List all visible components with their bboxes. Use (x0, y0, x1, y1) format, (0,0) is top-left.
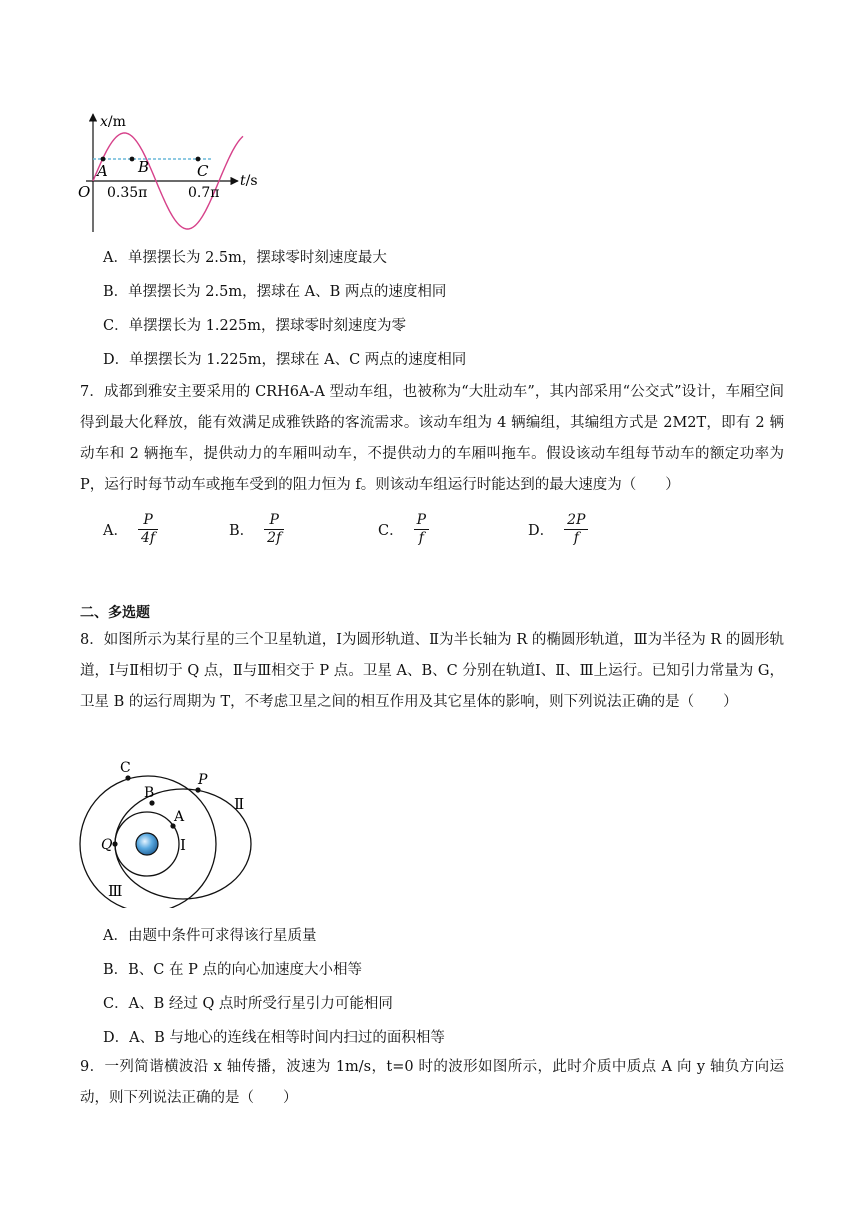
label-orbit-iii: Ⅲ (108, 882, 123, 900)
q7-option-b[interactable] (229, 512, 284, 547)
point-a-dot (101, 157, 106, 162)
satellite-c-dot (125, 775, 130, 780)
label-a: A (174, 809, 185, 825)
section-title-multiple-choice: 二、多选题 (80, 605, 150, 621)
q7-option-c[interactable] (378, 512, 429, 547)
label-q: Q (101, 837, 113, 853)
point-q-dot (112, 841, 117, 846)
q8-option-b[interactable]: B．B、C 在 P 点的向心加速度大小相等 (103, 962, 362, 978)
q6-option-a[interactable]: A．单摆摆长为 2.5m，摆球零时刻速度最大 (103, 250, 387, 266)
orbit-diagram (74, 758, 264, 908)
label-orbit-ii: Ⅱ (234, 795, 245, 813)
q8-option-c[interactable]: C．A、B 经过 Q 点时所受行星引力可能相同 (103, 996, 393, 1012)
question-9-text: 9．一列简谐横波沿 x 轴传播，波速为 1m/s，t=0 时的波形如图所示，此时介质中质点 A 向 y 轴负方向运动，则下列说法正确的是（ ） (80, 1059, 784, 1106)
question-7-text: 7．成都到雅安主要采用的 CRH6A-A 型动车组，也被称为“大肚动车”，其内部采用“公交式”设计，车厢空间得到最大化释放，能有效满足成雅铁路的客流需求。该动车组为 4 辆编组，其编组方式是 2M2T，即有 2 辆动车和 2 辆拖车，提供动力的车厢叫动车，不提供动力的车厢叫拖车。假设该动车组每节动车的额定功率为 P，运行时每节动车或拖车受到的阻力恒为 f。则该动车组运行时能达到的最大速度为（ ） (80, 384, 784, 493)
q7-option-b-fraction: $\frac{P}{2f}$ (264, 512, 284, 547)
y-axis-label: x/m (100, 114, 126, 130)
origin-label: O (78, 183, 91, 201)
q7-option-d-label: D． (528, 523, 555, 539)
q7-option-a-label: A． (103, 523, 128, 539)
point-b-label: B (138, 158, 150, 176)
q6-option-b[interactable]: B．单摆摆长为 2.5m，摆球在 A、B 两点的速度相同 (103, 284, 447, 300)
satellite-b-dot (149, 800, 154, 805)
point-a-label: A (97, 162, 108, 180)
question-8-text: 8．如图所示为某行星的三个卫星轨道，Ⅰ为圆形轨道、Ⅱ为半长轴为 R 的椭圆形轨道，Ⅲ为半径为 R 的圆形轨道，Ⅰ与Ⅱ相切于 Q 点，Ⅱ与Ⅲ相交于 P 点。卫星 A、B、C 分别在轨道Ⅰ、Ⅱ、Ⅲ上运行。已知引力常量为 G，卫星 B 的运行周期为 T，不考虑卫星之间的相互作用及其它星体的影响，则下列说法正确的是（ ） (80, 632, 784, 710)
q7-option-c-label: C． (378, 523, 404, 539)
q7-option-b-label: B． (229, 523, 255, 539)
point-c-dot (196, 157, 201, 162)
point-c-label: C (197, 162, 209, 180)
q7-option-a[interactable] (103, 512, 158, 547)
q6-option-c[interactable]: C．单摆摆长为 1.225m，摆球零时刻速度为零 (103, 318, 406, 334)
xt-graph (72, 108, 272, 236)
q7-option-c-fraction: $\frac{P}{f}$ (414, 512, 429, 547)
q7-option-d-fraction: $\frac{2P}{f}$ (564, 512, 588, 547)
q8-option-a[interactable]: A．由题中条件可求得该行星质量 (103, 928, 317, 944)
label-p: P (198, 772, 208, 788)
tick-label-0-7pi: 0.7π (188, 185, 220, 201)
label-orbit-i: Ⅰ (180, 836, 186, 854)
x-axis-label: t/s (240, 173, 258, 189)
label-b: B (144, 785, 155, 801)
planet (136, 833, 158, 855)
point-p-dot (195, 787, 200, 792)
q7-option-a-fraction: $\frac{P}{4f}$ (138, 512, 158, 547)
point-b-dot (130, 157, 135, 162)
q6-option-d[interactable]: D．单摆摆长为 1.225m，摆球在 A、C 两点的速度相同 (103, 352, 467, 368)
tick-label-0-35pi: 0.35π (107, 185, 148, 201)
q8-option-d[interactable]: D．A、B 与地心的连线在相等时间内扫过的面积相等 (103, 1030, 445, 1046)
q7-option-d[interactable] (528, 512, 588, 547)
label-c: C (120, 760, 131, 776)
